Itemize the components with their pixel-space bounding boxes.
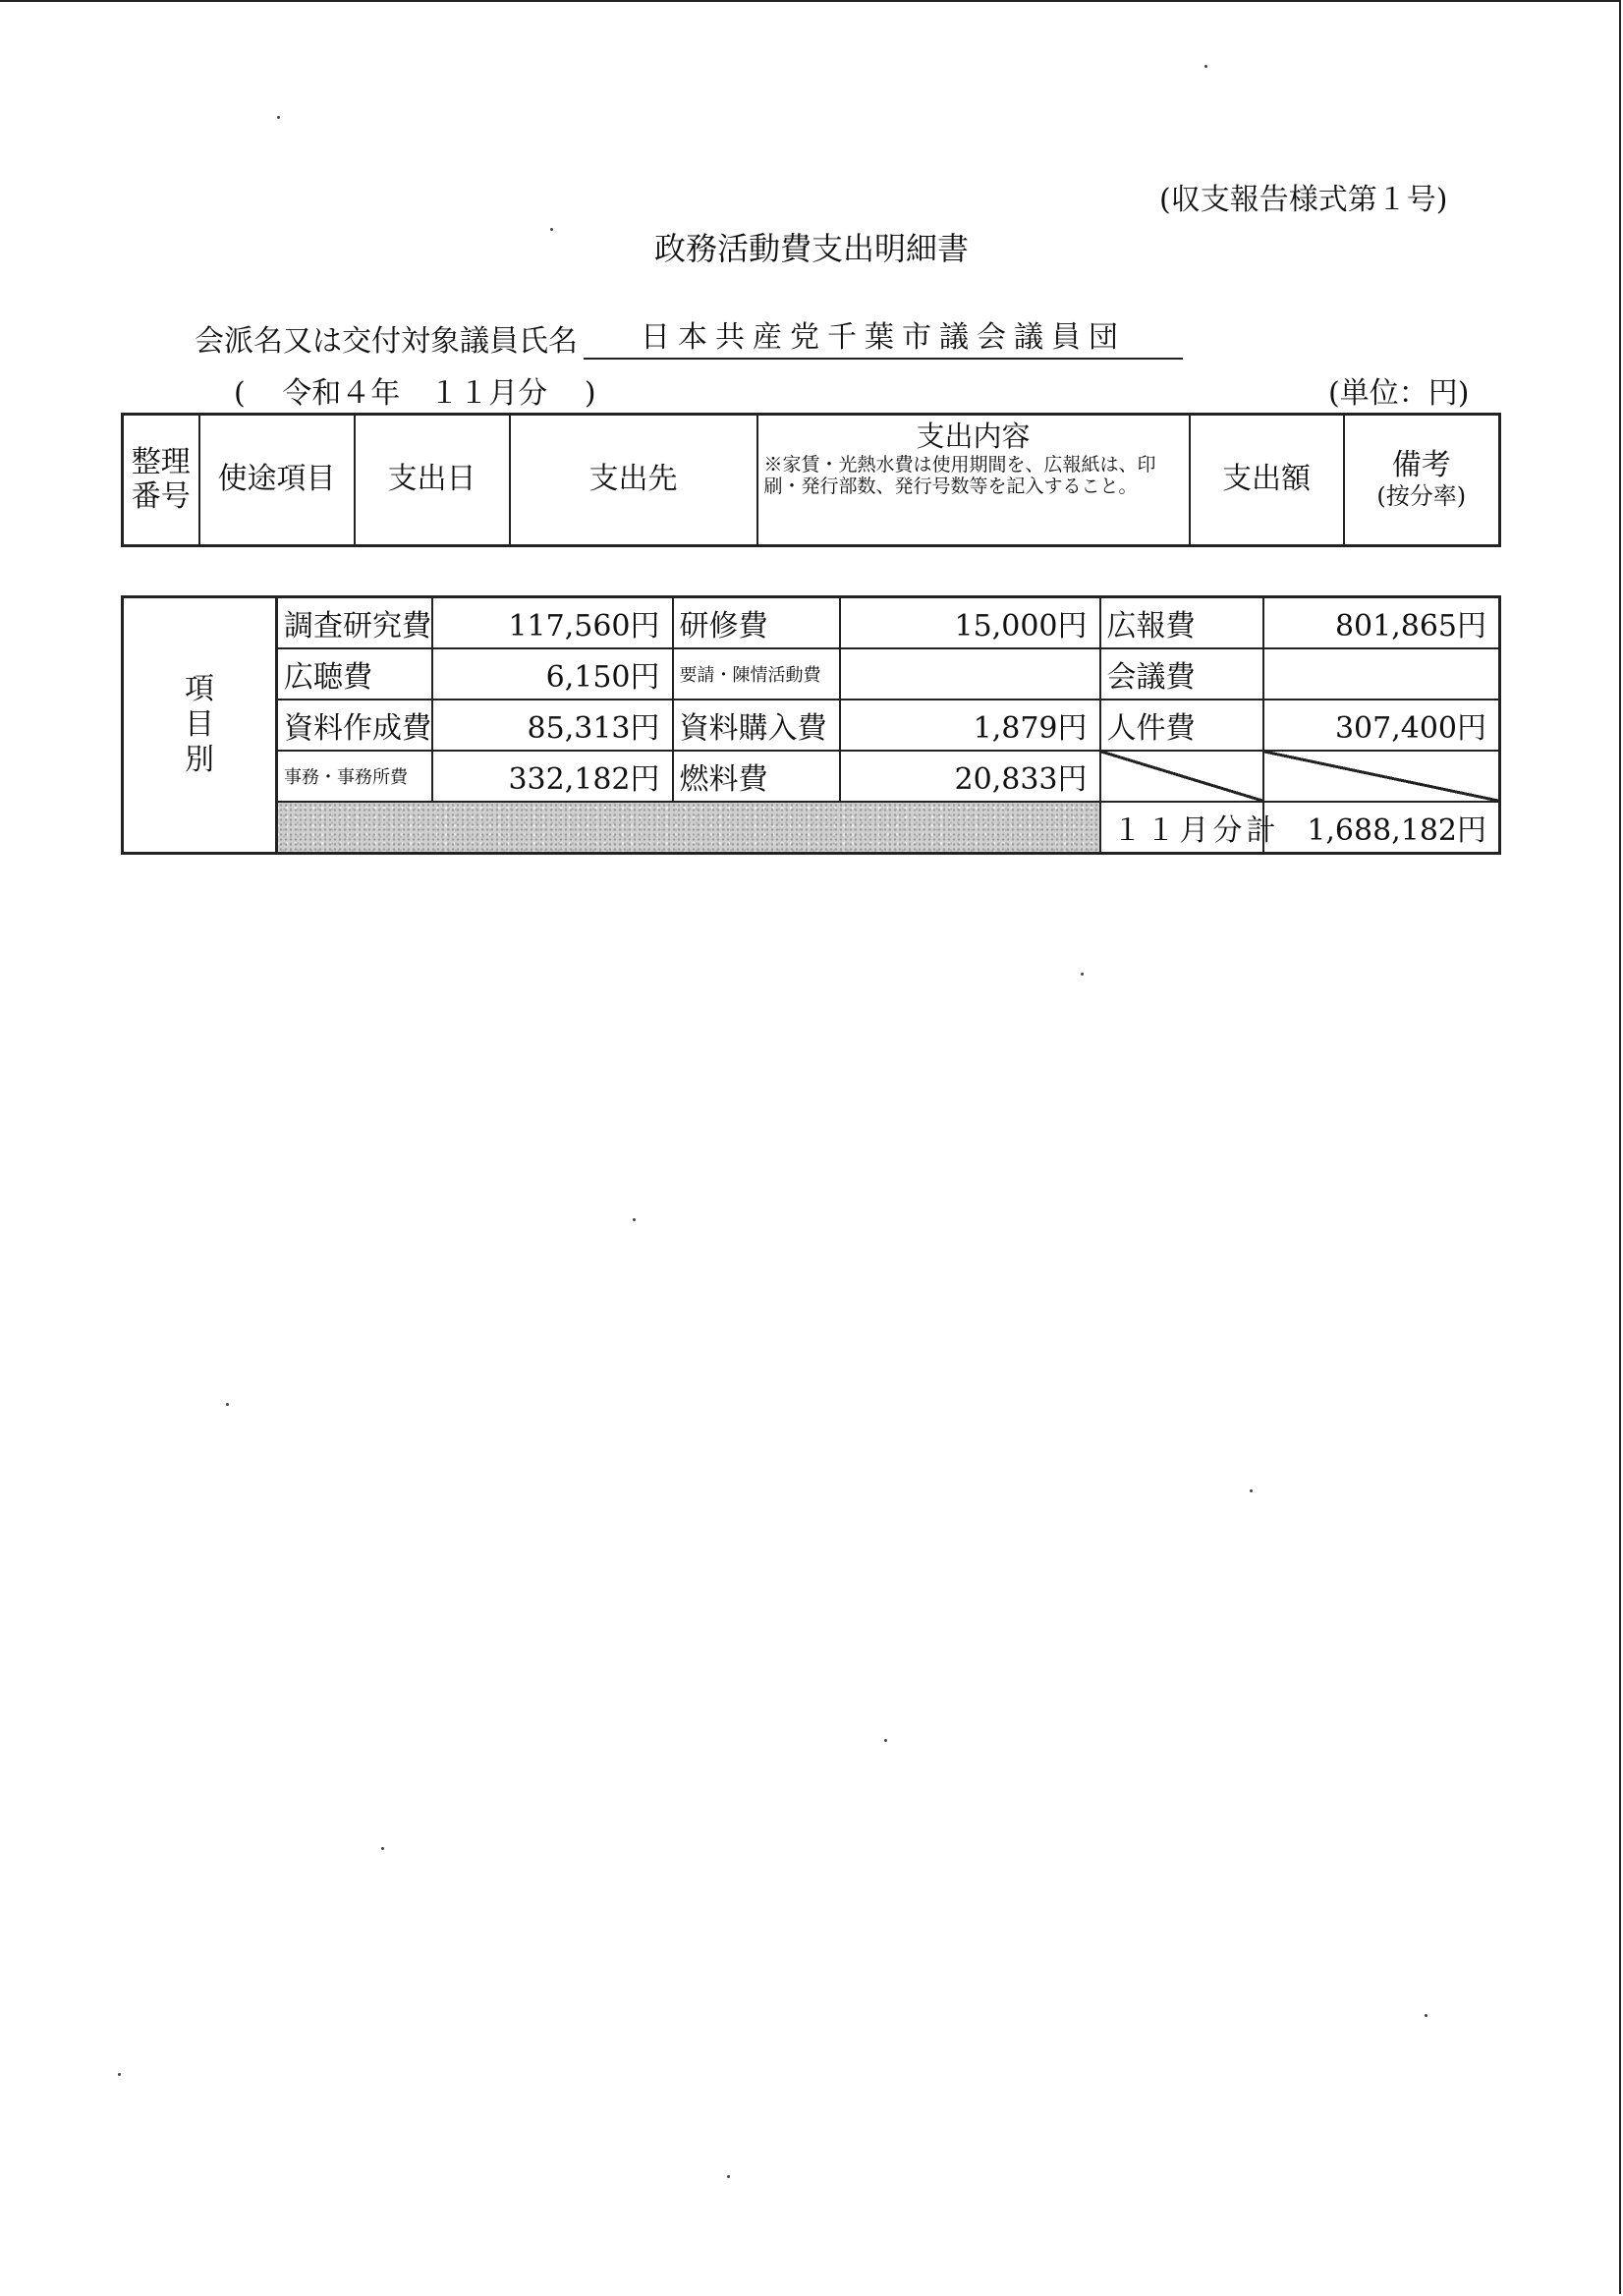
header-content-title: 支出内容 [916,420,1031,453]
total-amount: 1,688,182円 [1263,802,1500,854]
header-amount: 支出額 [1190,415,1344,546]
form-number: (収支報告様式第１号) [1159,183,1448,217]
scan-speck [1425,2014,1427,2017]
header-number-line1: 整理 [131,445,191,479]
category-label: 研修費 [673,597,840,649]
table-row [123,700,1500,751]
category-amount: 1,879円 [840,700,1100,751]
category-amount: 85,313円 [432,700,673,751]
scan-speck [550,228,553,231]
scan-speck [727,2175,730,2178]
header-number-line2: 番号 [131,478,191,514]
unit-label: (単位：円) [1328,376,1470,411]
scan-speck [226,1403,229,1406]
scan-speck [884,1739,887,1742]
faction-value: 日本共産党千葉市議会議員団 [584,312,1183,360]
scan-speck [633,1218,636,1221]
category-label: 要請・陳情活動費 [673,648,840,700]
category-amount: 20,833円 [840,751,1100,802]
struck-out-cell [1263,751,1500,802]
category-amount: 332,182円 [432,751,673,802]
scan-speck [1250,1489,1253,1492]
category-label: 資料作成費 [277,700,432,751]
header-remarks-label: 備考 [1391,448,1451,483]
scan-speck [1204,65,1207,68]
category-label: 人件費 [1100,700,1263,751]
category-label: 資料購入費 [673,700,840,751]
period-open-paren: ( [234,376,246,411]
category-label: 調査研究費 [277,597,432,649]
header-number [123,415,199,546]
shaded-area [277,802,1100,854]
total-label: １１月分計 [1100,802,1263,854]
scan-speck [118,2073,121,2076]
scan-speck [277,116,280,119]
header-remarks [1344,415,1500,546]
header-content-note: ※家賃・光熱水費は使用期間を、広報紙は、印刷・発行部数、発行号数等を記入すること。 [763,453,1156,497]
category-amount [840,648,1100,700]
struck-out-cell [1100,751,1263,802]
category-label: 会議費 [1100,648,1263,700]
period-close-paren: ) [584,376,596,411]
category-amount [1263,648,1500,700]
category-label: 広聴費 [277,648,432,700]
category-label: 事務・事務所費 [277,751,432,802]
header-payee: 支出先 [510,415,757,546]
scan-speck [381,1847,384,1850]
table-row [123,802,1500,854]
table-row [123,597,1500,649]
category-amount: 15,000円 [840,597,1100,649]
table-row [123,751,1500,802]
header-purpose: 使途項目 [199,415,355,546]
category-amount: 117,560円 [432,597,673,649]
expense-header-table [121,413,1501,547]
category-summary-table [121,595,1501,855]
faction-label: 会派名又は交付対象議員氏名 [195,324,578,359]
category-side-label: 項 目 別 [123,597,277,854]
document-title: 政務活動費支出明細書 [653,230,969,267]
header-date: 支出日 [355,415,510,546]
header-remarks-sub: (按分率) [1376,481,1467,510]
reporting-period [234,368,596,412]
table-row [123,648,1500,700]
category-label: 燃料費 [673,751,840,802]
scan-speck [1081,973,1084,976]
header-content [757,415,1190,546]
period-text: 令和４年 １１月分 [282,376,548,411]
category-amount: 6,150円 [432,648,673,700]
faction-row [195,312,1183,360]
category-label: 広報費 [1100,597,1263,649]
category-amount: 801,865円 [1263,597,1500,649]
category-amount: 307,400円 [1263,700,1500,751]
